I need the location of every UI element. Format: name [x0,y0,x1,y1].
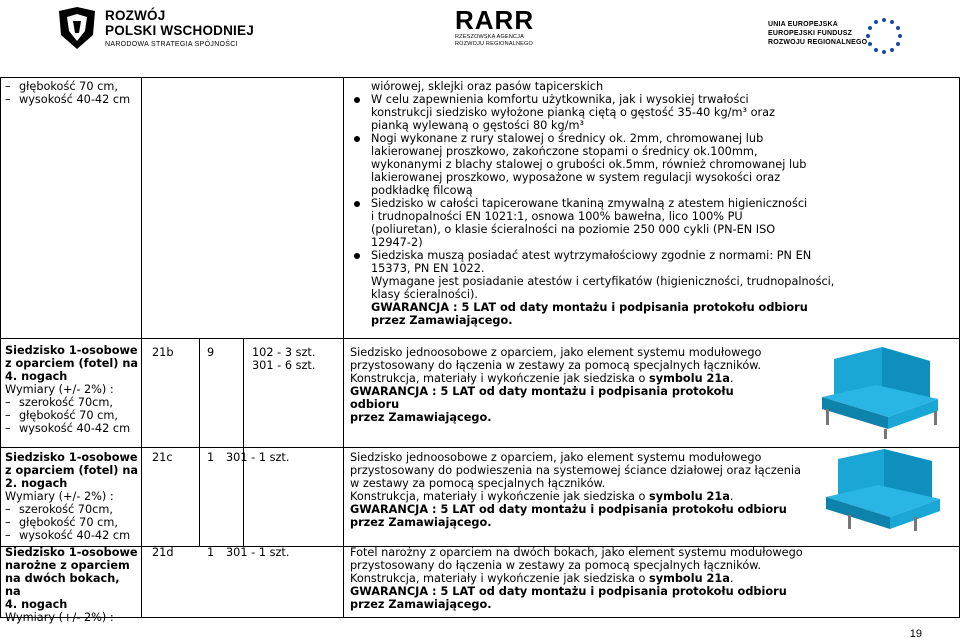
item-name: narożne z oparciem [5,559,130,572]
row1-qty-total: 9 [207,346,215,359]
logo-rozwoj-polski-wschodniej [55,4,254,52]
dim-depth: głębokość 70 cm, [19,409,118,422]
desc-line: Konstrukcja, materiały i wykończenie jak siedziska o symbolu 21a. [350,372,734,385]
list-item: – głębokość 70 cm, [5,516,118,529]
spec-line: Siedzisko w całości tapicerowane tkaniną zmywalną z atestem higieniczności [371,197,808,210]
spec-bullet-comfort [351,93,957,132]
dim-width: szerokość 70cm, [19,396,113,409]
symbol-ref: symbolu 21a [648,572,730,585]
row2-qty-total: 1 [207,451,215,464]
spec-line: Siedziska muszą posiadać atest wytrzymałościowy zgodnie z normami: PN EN [371,249,812,262]
list-item: – wysokość 40-42 cm [5,93,131,106]
desc-line: Siedzisko jednoosobowe z oparciem, jako element systemu modułowego [350,346,762,359]
desc-line: w zestawy za pomocą specjalnych łączników. [350,477,606,490]
logo-mid-line2: ROZWOJU REGIONALNEGO [455,40,533,47]
desc-line: Konstrukcja, materiały i wykończenie jak siedziska o symbolu 21a. [350,572,734,585]
desc-line: Siedzisko jednoosobowe z oparciem, jako element systemu modułowego [350,451,762,464]
list-item: – wysokość 40-42 cm [5,422,131,435]
spec-line: Nogi wykonane z rury stalowej o średnicy ok. 2mm, chromowanej lub [371,132,764,145]
item-name: Siedzisko 1-osobowe [5,451,138,464]
dim-height: wysokość 40-42 cm [19,422,131,435]
row1-name-cell [5,344,139,435]
dims-label: Wymiary (+/- 2%) : [5,383,114,396]
logo-mid-line1: RZESZOWSKA AGENCJA [455,34,525,40]
armchair-2-legs-image [818,449,948,541]
guarantee-text: przez Zamawiającego. [350,411,492,424]
item-name: 4. nogach [5,598,68,611]
row1-qty [252,346,340,372]
item-name: na dwóch bokach, na [5,572,120,598]
list-item: – wysokość 40-42 cm [5,529,131,542]
eagle-emblem-icon [55,5,99,51]
qty-line: 301 - 1 szt. [226,451,290,464]
item-name: 2. nogach [5,477,68,490]
desc-line: Konstrukcja, materiały i wykończenie jak siedziska o symbolu 21a. [350,490,734,503]
logo-mid-title: RARR [455,5,535,35]
guarantee-text: GWARANCJA : 5 LAT od daty montażu i podpisania protokołu odbioru [350,385,734,411]
spec-line: 12947-2) [371,236,423,249]
symbol-ref: symbolu 21a [648,372,730,385]
dims-label: Wymiary (+/- 2%) : [5,490,114,503]
row2-qty [226,451,342,464]
desc-line: przystosowany do łączenia w zestawy za pomocą specjalnych łączników. [350,359,762,372]
list-item: – szerokość 70cm, [5,396,113,409]
logo-right-line3: ROZWOJU REGIONALNEGO [768,39,868,46]
desc-text: Konstrukcja, materiały i wykończenie jak siedziska o [350,490,649,503]
desc-line: przystosowany do łączenia w zestawy za pomocą specjalnych łączników. [350,559,762,572]
row0-dims [5,80,139,106]
bullet-icon [354,201,360,207]
row3-name-cell [5,546,139,624]
spec-bullet-legs [351,132,957,197]
bullet-icon [354,253,360,259]
row1-code: 21b [152,346,174,359]
spec-bullet-upholstery [351,197,957,249]
list-item: – szerokość 70cm, [5,503,113,516]
spec-line: wykonanymi z blachy stalowej o grubości ok.5mm, również chromowanej lub [371,158,807,171]
row2-code: 21c [152,451,173,464]
spec-line: (poliuretan), o klasie ścieralności na poziomie 250 000 cykli (PN-EN ISO [371,223,776,236]
bullet-icon [354,97,360,103]
logo-right-line1: UNIA EUROPEJSKA [768,21,839,28]
item-name: Siedzisko 1-osobowe [5,344,138,357]
spec-bullet-certificate [351,249,957,275]
bullet-icon [354,136,360,142]
spec-line: i trudnopalności EN 1021:1, osnowa 100% bawełna, lico 100% PU [371,210,743,223]
spec-closing: Wymagane jest posiadanie atestów i certyfikatów (higieniczności, trudnopalności, [371,275,835,288]
spec-closing: klasy ścieralności). [371,288,478,301]
logo-left-line1: ROZWÓJ [105,7,166,23]
logo-eu [768,20,958,54]
qty-line: 102 - 3 szt. [252,346,316,359]
dim-depth: głębokość 70 cm, [19,516,118,529]
row2-name-cell [5,451,139,542]
row3-qty [226,546,342,559]
item-name: z oparciem (fotel) na [5,464,139,477]
guarantee-text: GWARANCJA : 5 LAT od daty montażu i podpisania protokołu odbioru [350,503,787,516]
row0-dim-height: wysokość 40-42 cm [19,93,131,106]
symbol-ref: symbolu 21a [648,490,730,503]
guarantee-text: GWARANCJA : 5 LAT od daty montażu i podpisania protokołu odbioru [371,301,808,314]
logo-left-line3: NARODOWA STRATEGIA SPÓJNOŚCI [105,40,238,48]
desc-text: Konstrukcja, materiały i wykończenie jak siedziska o [350,572,649,585]
row2-desc [350,451,810,529]
desc-line: przystosowany do podwieszenia na systemowej ściance działowej oraz łączenia [350,464,801,477]
spec-line: lakierowanej proszkowo, zakończone stopami o średnicy ok.100mm, [371,145,758,158]
spec-line: konstrukcji siedzisko wyłożone pianką ciętą o gęstość 35-40 kg/m³ oraz [371,106,775,119]
guarantee-text: przez Zamawiającego. [371,314,513,327]
list-item: – głębokość 70 cm, [5,80,118,93]
spec-line: lakierowanej proszkowo, wyposażone w system regulacji wysokości oraz [371,171,781,184]
item-name: Siedzisko 1-osobowe [5,546,138,559]
eu-stars-icon [862,14,906,58]
row0-spec [351,80,957,327]
guarantee-text: przez Zamawiającego. [350,598,492,611]
armchair-4-legs-image [812,345,948,441]
qty-line: 301 - 6 szt. [252,359,316,372]
row0-dim-depth: głębokość 70 cm, [19,80,118,93]
qty-line: 301 - 1 szt. [226,546,290,559]
spec-line: W celu zapewnienia komfortu użytkownika, jak i wysokiej trwałości [371,93,749,106]
logo-right-line2: EUROPEJSKI FUNDUSZ [768,30,853,37]
dims-label: Wymiary (+/- 2%) : [5,611,114,624]
spec-lead: wiórowej, sklejki oraz pasów tapicerskich [371,80,604,93]
guarantee-text: GWARANCJA : 5 LAT od daty montażu i podpisania protokołu odbioru [350,585,787,598]
spec-line: pianką wylewaną o gęstości 80 kg/m³ [371,119,584,132]
dim-width: szerokość 70cm, [19,503,113,516]
row3-qty-total: 1 [207,546,215,559]
dim-height: wysokość 40-42 cm [19,529,131,542]
row3-desc [350,546,810,611]
logo-rarr [455,6,535,47]
list-item: – głębokość 70 cm, [5,409,118,422]
item-name: z oparciem (fotel) na [5,357,139,370]
guarantee-text: przez Zamawiającego. [350,516,492,529]
row3-code: 21d [152,546,174,559]
page-number: 19 [909,628,922,640]
item-name: 4. nogach [5,370,68,383]
row1-desc [350,346,780,424]
desc-text: Konstrukcja, materiały i wykończenie jak siedziska o [350,372,649,385]
logo-left-line2: POLSKI WSCHODNIEJ [105,23,254,38]
desc-line: Fotel narożny z oparciem na dwóch bokach, jako element systemu modułowego [350,546,803,559]
header-logos [0,0,960,58]
spec-line: podkładkę filcową [371,184,473,197]
spec-line: 15373, PN EN 1022. [371,262,485,275]
